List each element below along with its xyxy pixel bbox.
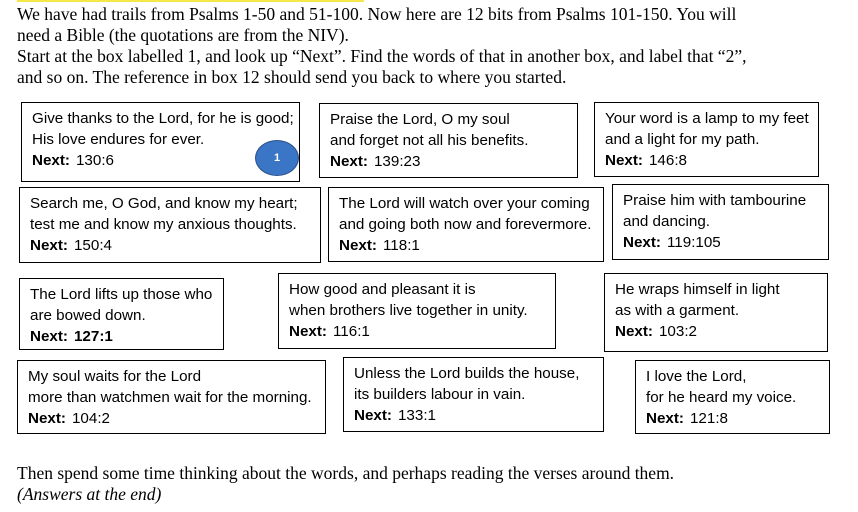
closing-text [17,463,837,505]
next-reference [30,326,213,347]
instructions-line-4: and so on. The reference in box 12 should send you back to where you started. [17,67,567,87]
next-label: Next: [646,410,684,427]
next-value: 121:8 [689,410,728,427]
verse-line: Your word is a lamp to my feet [605,110,809,127]
next-value: 116:1 [332,323,370,340]
next-value: 104:2 [71,410,110,427]
next-label: Next: [615,323,653,340]
verse-box-2 [319,103,578,178]
verse-line: and a light for my path. [605,131,760,148]
next-value: 146:8 [648,152,687,169]
verse-line: Search me, O God, and know my heart; [30,195,298,212]
next-label: Next: [330,153,368,170]
verse-line: test me and know my anxious thoughts. [30,216,297,233]
box-number-badge: 1 [255,140,299,176]
verse-line: Praise the Lord, O my soul [330,111,510,128]
verse-line: He wraps himself in light [615,281,780,298]
next-reference [28,408,315,429]
next-reference [354,405,593,426]
next-reference [330,151,567,172]
next-reference [605,150,808,171]
verse-line: Give thanks to the Lord, for he is good; [32,110,294,127]
next-value: 150:4 [73,237,112,254]
next-reference [289,321,545,342]
instructions-line-1: We have had trails from Psalms 1-50 and 51-100. Now here are 12 bits from Psalms 101-150. You will [17,4,737,24]
next-reference [30,235,310,256]
verse-box-5 [328,187,604,262]
verse-box-12 [635,360,830,434]
next-label: Next: [32,152,70,169]
verse-line: The Lord will watch over your coming [339,195,590,212]
verse-box-3 [594,102,819,177]
next-label: Next: [605,152,643,169]
top-divider [17,0,364,2]
next-value: 133:1 [397,407,436,424]
next-label: Next: [339,237,377,254]
next-value: 103:2 [658,323,697,340]
verse-line: and forget not all his benefits. [330,132,529,149]
next-label: Next: [623,234,661,251]
next-reference [339,235,593,256]
next-label: Next: [28,410,66,427]
verse-line: more than watchmen wait for the morning. [28,389,312,406]
verse-line: and dancing. [623,213,710,230]
next-reference [623,232,818,253]
verse-box-1 [21,102,300,182]
verse-line: Unless the Lord builds the house, [354,365,580,382]
next-label: Next: [289,323,327,340]
next-value: 118:1 [382,237,420,254]
verse-box-4 [19,187,321,263]
verse-line: How good and pleasant it is [289,281,476,298]
next-value: 139:23 [373,153,421,170]
closing-line: Then spend some time thinking about the words, and perhaps reading the verses around them. [17,463,675,483]
next-value: 127:1 [73,328,113,345]
verse-line: The Lord lifts up those who [30,286,213,303]
verse-box-10 [17,360,326,434]
next-reference [615,321,817,342]
next-reference [32,150,289,171]
instructions [17,4,837,88]
verse-box-8 [278,273,556,349]
verse-line: I love the Lord, [646,368,747,385]
verse-box-9 [604,273,828,352]
next-label: Next: [30,237,68,254]
verse-line: when brothers live together in unity. [289,302,528,319]
verse-line: as with a garment. [615,302,740,319]
next-label: Next: [30,328,68,345]
answers-note: (Answers at the end) [17,484,162,504]
verse-line: and going both now and forevermore. [339,216,592,233]
verse-line: its builders labour in vain. [354,386,526,403]
verse-box-7 [19,278,224,350]
verse-line: for he heard my voice. [646,389,797,406]
next-value: 130:6 [75,152,114,169]
verse-line: His love endures for ever. [32,131,205,148]
verse-line: My soul waits for the Lord [28,368,202,385]
instructions-line-3: Start at the box labelled 1, and look up “Next”. Find the words of that in another box, and label that “2”, [17,46,747,66]
next-value: 119:105 [666,234,721,251]
verse-line: are bowed down. [30,307,146,324]
verse-box-6 [612,184,829,260]
next-reference [646,408,819,429]
verse-line: Praise him with tambourine [623,192,807,209]
verse-box-11 [343,357,604,432]
next-label: Next: [354,407,392,424]
instructions-line-2: need a Bible (the quotations are from the NIV). [17,25,349,45]
